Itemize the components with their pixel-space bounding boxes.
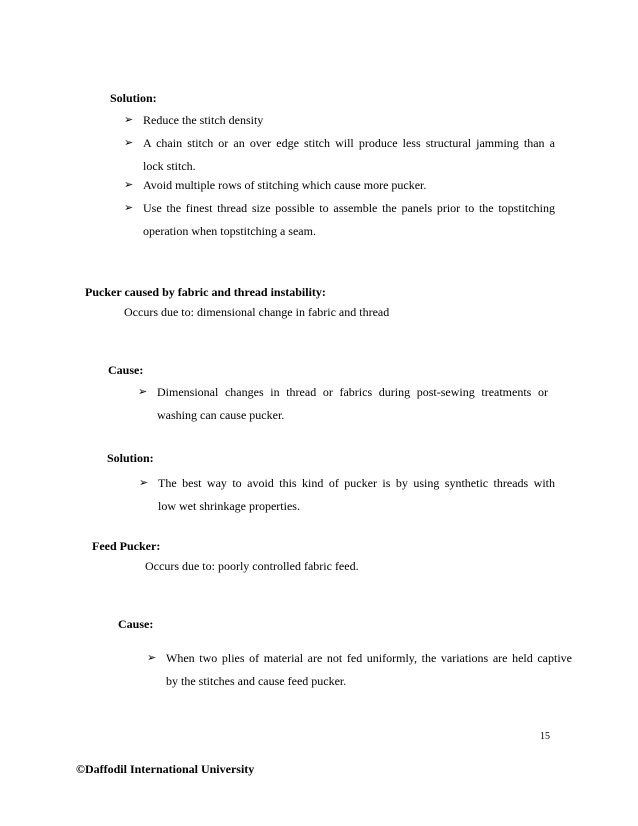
- list-item-text: The best way to avoid this kind of pucker is by using synthetic threads with: [158, 476, 555, 490]
- list-item-text: When two plies of material are not fed uniformly, the variations are held captive: [166, 651, 572, 665]
- cause-heading: Cause:: [118, 617, 154, 631]
- list-item-text: by the stitches and cause feed pucker.: [166, 674, 347, 688]
- list-item-text: Avoid multiple rows of stitching which cause more pucker.: [143, 178, 427, 192]
- arrow-bullet-icon: ➢: [139, 477, 149, 489]
- list-item-text: A chain stitch or an over edge stitch will produce less structural jamming than a: [143, 136, 555, 150]
- arrow-bullet-icon: ➢: [124, 137, 134, 149]
- solution-heading: Solution:: [110, 91, 157, 105]
- list-item-text: operation when topstitching a seam.: [143, 224, 316, 238]
- list-item-text: low wet shrinkage properties.: [158, 499, 300, 513]
- list-item-text: washing can cause pucker.: [157, 408, 285, 422]
- footer-copyright: ©Daffodil International University: [76, 762, 255, 776]
- occurs-due-to-text: Occurs due to: poorly controlled fabric feed.: [145, 559, 359, 573]
- arrow-bullet-icon: ➢: [124, 114, 134, 126]
- arrow-bullet-icon: ➢: [124, 179, 134, 191]
- arrow-bullet-icon: ➢: [124, 202, 134, 214]
- page-number: 15: [540, 731, 550, 742]
- solution-heading: Solution:: [107, 451, 154, 465]
- arrow-bullet-icon: ➢: [147, 652, 157, 664]
- arrow-bullet-icon: ➢: [138, 386, 148, 398]
- section-heading: Pucker caused by fabric and thread instability:: [85, 285, 326, 299]
- list-item-text: Dimensional changes in thread or fabrics during post-sewing treatments or: [157, 385, 548, 399]
- list-item-text: Use the finest thread size possible to assemble the panels prior to the topstitching: [143, 201, 555, 215]
- list-item-text: Reduce the stitch density: [143, 113, 264, 127]
- section-heading: Feed Pucker:: [92, 539, 161, 553]
- occurs-due-to-text: Occurs due to: dimensional change in fabric and thread: [124, 305, 390, 319]
- list-item-text: lock stitch.: [143, 159, 196, 173]
- cause-heading: Cause:: [108, 363, 144, 377]
